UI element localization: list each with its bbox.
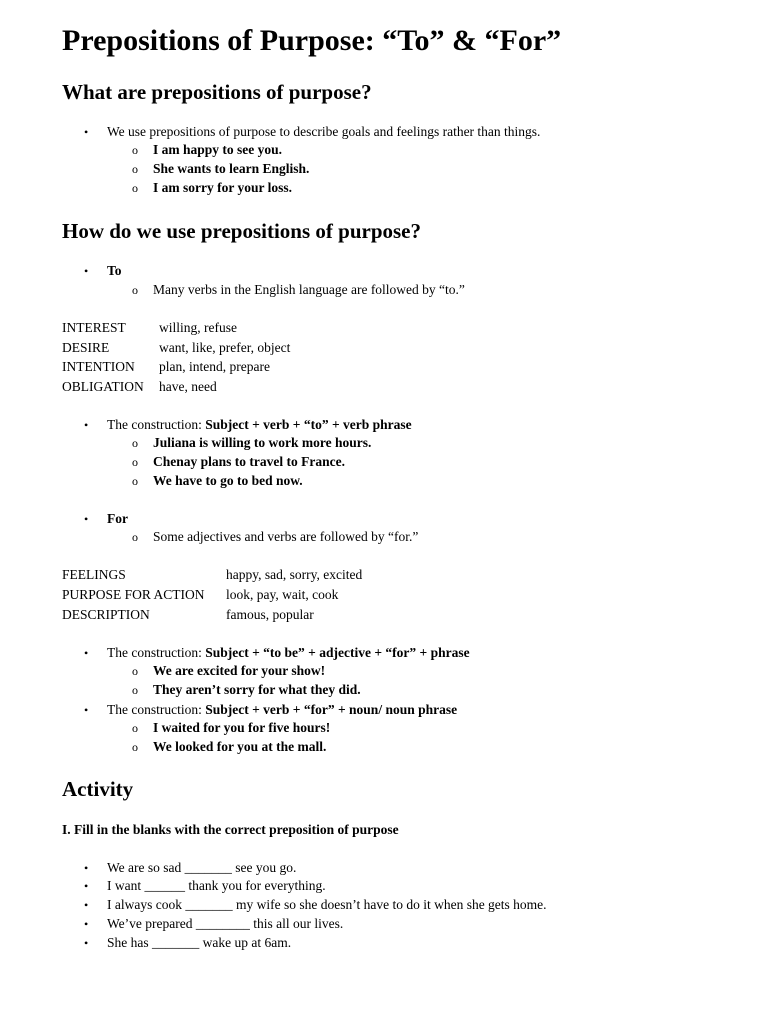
definition-text: We use prepositions of purpose to describe goals and feelings rather than things.: [107, 124, 541, 139]
for-example-3: I waited for you for five hours!: [153, 720, 331, 735]
for-example-2: They aren’t sorry for what they did.: [153, 682, 361, 697]
example-3: I am sorry for your loss.: [153, 180, 292, 195]
section-heading-what: What are prepositions of purpose?: [62, 80, 372, 104]
activity-item: I want ______ thank you for everything.: [107, 878, 326, 893]
bullet-marker: •: [84, 861, 89, 875]
example-2: She wants to learn English.: [153, 161, 310, 176]
activity-heading: Activity: [62, 777, 134, 801]
to-table-category: DESIRE: [62, 340, 110, 355]
sub-marker: o: [132, 162, 138, 176]
for-table-words: famous, popular: [226, 607, 314, 622]
bullet-marker: •: [84, 703, 89, 717]
for-example-1: We are excited for your show!: [153, 663, 326, 678]
to-example-3: We have to go to bed now.: [153, 473, 303, 488]
bullet-marker: •: [84, 512, 89, 526]
bullet-marker: •: [84, 879, 89, 893]
to-example-2: Chenay plans to travel to France.: [153, 454, 345, 469]
construction-formula: Subject + verb + “for” + noun/ noun phrase: [205, 702, 458, 717]
for-table-words: happy, sad, sorry, excited: [226, 567, 363, 582]
for-construction-1: [107, 645, 470, 661]
to-table-words: have, need: [159, 379, 217, 394]
sub-marker: o: [132, 474, 138, 488]
construction-formula: Subject + “to be” + adjective + “for” + phrase: [205, 645, 470, 660]
bullet-marker: •: [84, 125, 89, 139]
bullet-marker: •: [84, 418, 89, 432]
sub-marker: o: [132, 143, 138, 157]
bullet-marker: •: [84, 936, 89, 950]
sub-marker: o: [132, 721, 138, 735]
construction-prefix: The construction:: [107, 702, 206, 717]
for-table-category: FEELINGS: [62, 567, 126, 582]
sub-marker: o: [132, 283, 138, 297]
for-construction-2: [107, 702, 457, 718]
to-table-words: willing, refuse: [159, 320, 237, 335]
sub-marker: o: [132, 664, 138, 678]
construction-formula: Subject + verb + “to” + verb phrase: [205, 417, 412, 432]
to-label: To: [107, 263, 122, 278]
to-table-category: INTENTION: [62, 359, 135, 374]
to-note: Many verbs in the English language are followed by “to.”: [153, 282, 465, 297]
construction-prefix: The construction:: [107, 417, 206, 432]
section-heading-how: How do we use prepositions of purpose?: [62, 219, 421, 243]
example-1: I am happy to see you.: [153, 142, 283, 157]
activity-item: I always cook _______ my wife so she doesn’t have to do it when she gets home.: [107, 897, 547, 912]
sub-marker: o: [132, 455, 138, 469]
for-label: For: [107, 511, 128, 526]
for-example-4: We looked for you at the mall.: [153, 739, 327, 754]
sub-marker: o: [132, 181, 138, 195]
activity-item: We are so sad _______ see you go.: [107, 860, 297, 875]
to-construction: [107, 417, 412, 433]
for-table-category: DESCRIPTION: [62, 607, 150, 622]
for-note: Some adjectives and verbs are followed by “for.”: [153, 529, 419, 544]
sub-marker: o: [132, 740, 138, 754]
to-table-words: want, like, prefer, object: [159, 340, 291, 355]
sub-marker: o: [132, 436, 138, 450]
activity-item: She has _______ wake up at 6am.: [107, 935, 292, 950]
bullet-marker: •: [84, 264, 89, 278]
bullet-marker: •: [84, 898, 89, 912]
bullet-marker: •: [84, 646, 89, 660]
page-title: Prepositions of Purpose: “To” & “For”: [62, 24, 562, 57]
sub-marker: o: [132, 530, 138, 544]
to-example-1: Juliana is willing to work more hours.: [153, 435, 372, 450]
to-table-category: OBLIGATION: [62, 379, 144, 394]
activity-instruction: I. Fill in the blanks with the correct preposition of purpose: [62, 822, 399, 837]
to-table-words: plan, intend, prepare: [159, 359, 270, 374]
for-table-category: PURPOSE FOR ACTION: [62, 587, 205, 602]
for-table-words: look, pay, wait, cook: [226, 587, 339, 602]
construction-prefix: The construction:: [107, 645, 206, 660]
to-table-category: INTEREST: [62, 320, 126, 335]
activity-item: We’ve prepared ________ this all our lives.: [107, 916, 344, 931]
bullet-marker: •: [84, 917, 89, 931]
sub-marker: o: [132, 683, 138, 697]
